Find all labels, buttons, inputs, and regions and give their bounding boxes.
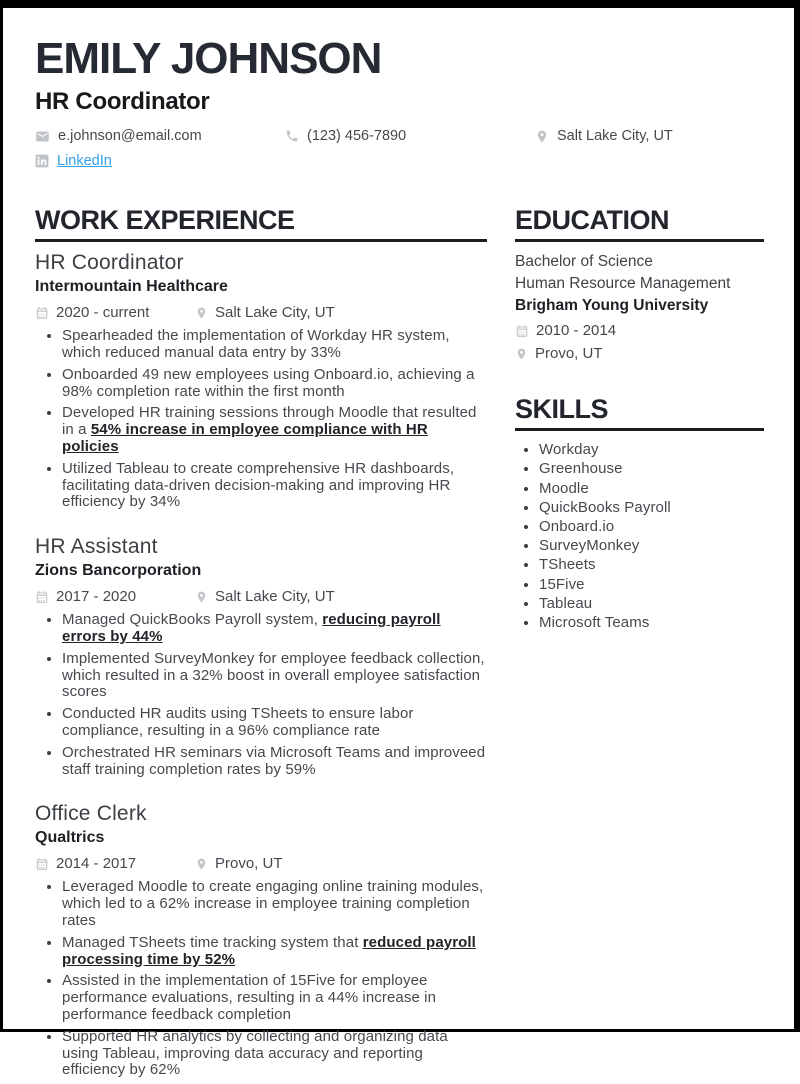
job-bullets bbox=[35, 328, 487, 511]
skill-item: • SurveyMonkey bbox=[539, 536, 764, 555]
skills-list bbox=[515, 440, 764, 632]
location-pin-icon bbox=[195, 306, 208, 320]
job-dates-text: 2017 - 2020 bbox=[56, 588, 137, 606]
work-experience-section bbox=[35, 205, 487, 1084]
contact-linkedin bbox=[35, 153, 112, 169]
job-entry bbox=[35, 251, 487, 511]
contact-row-2 bbox=[35, 153, 764, 169]
education-location bbox=[515, 345, 764, 362]
calendar-icon bbox=[35, 857, 49, 871]
skill-item: • Onboard.io bbox=[539, 517, 764, 536]
skill-item: • Microsoft Teams bbox=[539, 613, 764, 632]
linkedin-link[interactable]: LinkedIn bbox=[57, 153, 112, 170]
skills-heading: SKILLS bbox=[515, 394, 764, 431]
contact-email bbox=[35, 128, 285, 144]
job-dates bbox=[35, 304, 195, 321]
bullet-item: • Onboarded 49 new employees using Onboard.io, achieving a 98% completion rate within the first month bbox=[62, 367, 487, 401]
location-pin-icon bbox=[195, 857, 208, 871]
email-icon bbox=[35, 129, 50, 144]
bullet-item: • Supported HR analytics by collecting and organizing data using Tableau, improving data accuracy and reporting efficiency by 62% bbox=[62, 1029, 487, 1079]
job-title: HR Assistant bbox=[35, 535, 158, 559]
job-location bbox=[195, 855, 283, 872]
location-text: Salt Lake City, UT bbox=[557, 128, 673, 145]
job-dates bbox=[35, 588, 195, 605]
job-meta-row bbox=[35, 588, 487, 605]
resume-body bbox=[35, 205, 764, 1084]
skill-item: • TSheets bbox=[539, 555, 764, 574]
contact-phone bbox=[285, 128, 535, 144]
bullet-item: • Leveraged Moodle to create engaging online training modules, which led to a 62% increase in employee training completion rates bbox=[62, 879, 487, 929]
job-location-text: Provo, UT bbox=[215, 855, 283, 873]
education-degree: Bachelor of Science bbox=[515, 253, 653, 271]
bullet-item: • Conducted HR audits using TSheets to ensure labor compliance, resulting in a 96% compliance rate bbox=[62, 706, 487, 740]
job-bullets bbox=[35, 612, 487, 778]
contact-location bbox=[535, 128, 673, 144]
job-dates-text: 2014 - 2017 bbox=[56, 855, 137, 873]
contact-row-1 bbox=[35, 128, 764, 144]
job-location-text: Salt Lake City, UT bbox=[215, 304, 335, 322]
bullet-highlight: reducing payroll errors by 44% bbox=[62, 611, 441, 645]
job-location bbox=[195, 588, 335, 605]
linkedin-icon bbox=[35, 154, 49, 168]
job-location-text: Salt Lake City, UT bbox=[215, 588, 335, 606]
person-title: HR Coordinator bbox=[35, 88, 210, 116]
education-dates bbox=[515, 322, 764, 339]
bullet-item: • Implemented SurveyMonkey for employee feedback collection, which resulted in a 32% boost in overall employee satisfaction scores bbox=[62, 651, 487, 701]
phone-text: (123) 456-7890 bbox=[307, 128, 407, 145]
job-title: Office Clerk bbox=[35, 802, 147, 826]
education-heading: EDUCATION bbox=[515, 205, 764, 242]
skill-item: • Workday bbox=[539, 440, 764, 459]
bullet-item: • Developed HR training sessions through Moodle that resulted in a 54% increase in employee compliance with HR policies bbox=[62, 405, 487, 455]
location-pin-icon bbox=[515, 347, 528, 361]
calendar-icon bbox=[35, 306, 49, 320]
bullet-highlight: reduced payroll processing time by 52% bbox=[62, 933, 476, 968]
job-location bbox=[195, 304, 335, 321]
location-pin-icon bbox=[535, 129, 549, 144]
education-dates-text: 2010 - 2014 bbox=[536, 322, 617, 340]
job-company: Zions Bancorporation bbox=[35, 562, 202, 580]
jobs-list bbox=[35, 251, 487, 1079]
bullet-item: • Managed QuickBooks Payroll system, reducing payroll errors by 44% bbox=[62, 612, 487, 646]
location-pin-icon bbox=[195, 590, 208, 604]
resume-sidebar bbox=[515, 205, 764, 1084]
bullet-item: • Spearheaded the implementation of Workday HR system, which reduced manual data entry by 33% bbox=[62, 328, 487, 362]
bullet-item: • Orchestrated HR seminars via Microsoft Teams and improveed staff training completion rates by 59% bbox=[62, 745, 487, 779]
bullet-highlight: 54% increase in employee compliance with HR policies bbox=[62, 421, 428, 456]
phone-icon bbox=[285, 129, 299, 143]
job-dates bbox=[35, 855, 195, 872]
job-dates-text: 2020 - current bbox=[56, 304, 150, 322]
bullet-item: • Utilized Tableau to create comprehensive HR dashboards, facilitating data-driven decision-making and improving HR efficiency by 34% bbox=[62, 461, 487, 511]
job-title: HR Coordinator bbox=[35, 251, 184, 275]
skill-item: • Moodle bbox=[539, 479, 764, 498]
bullet-item: • Managed TSheets time tracking system that reduced payroll processing time by 52% bbox=[62, 935, 487, 969]
skills-section bbox=[515, 394, 764, 632]
resume-header bbox=[35, 36, 764, 169]
person-name: EMILY JOHNSON bbox=[35, 34, 382, 83]
skill-item: • 15Five bbox=[539, 575, 764, 594]
job-meta-row bbox=[35, 304, 487, 321]
skill-item: • QuickBooks Payroll bbox=[539, 498, 764, 517]
skill-item: • Greenhouse bbox=[539, 459, 764, 478]
job-company: Intermountain Healthcare bbox=[35, 278, 228, 296]
job-meta-row bbox=[35, 855, 487, 872]
job-entry bbox=[35, 802, 487, 1079]
skill-item: • Tableau bbox=[539, 594, 764, 613]
bullet-item: • Assisted in the implementation of 15Five for employee performance evaluations, resulting in a 44% increase in performance feedback completion bbox=[62, 973, 487, 1023]
calendar-icon bbox=[515, 324, 529, 338]
job-bullets bbox=[35, 879, 487, 1079]
education-school: Brigham Young University bbox=[515, 297, 709, 315]
job-entry bbox=[35, 535, 487, 778]
education-field: Human Resource Management bbox=[515, 275, 731, 293]
education-location-text: Provo, UT bbox=[535, 345, 603, 363]
job-company: Qualtrics bbox=[35, 829, 105, 847]
calendar-icon bbox=[35, 590, 49, 604]
work-experience-heading: WORK EXPERIENCE bbox=[35, 205, 487, 242]
education-section bbox=[515, 205, 764, 362]
email-text: e.johnson@email.com bbox=[58, 128, 202, 145]
